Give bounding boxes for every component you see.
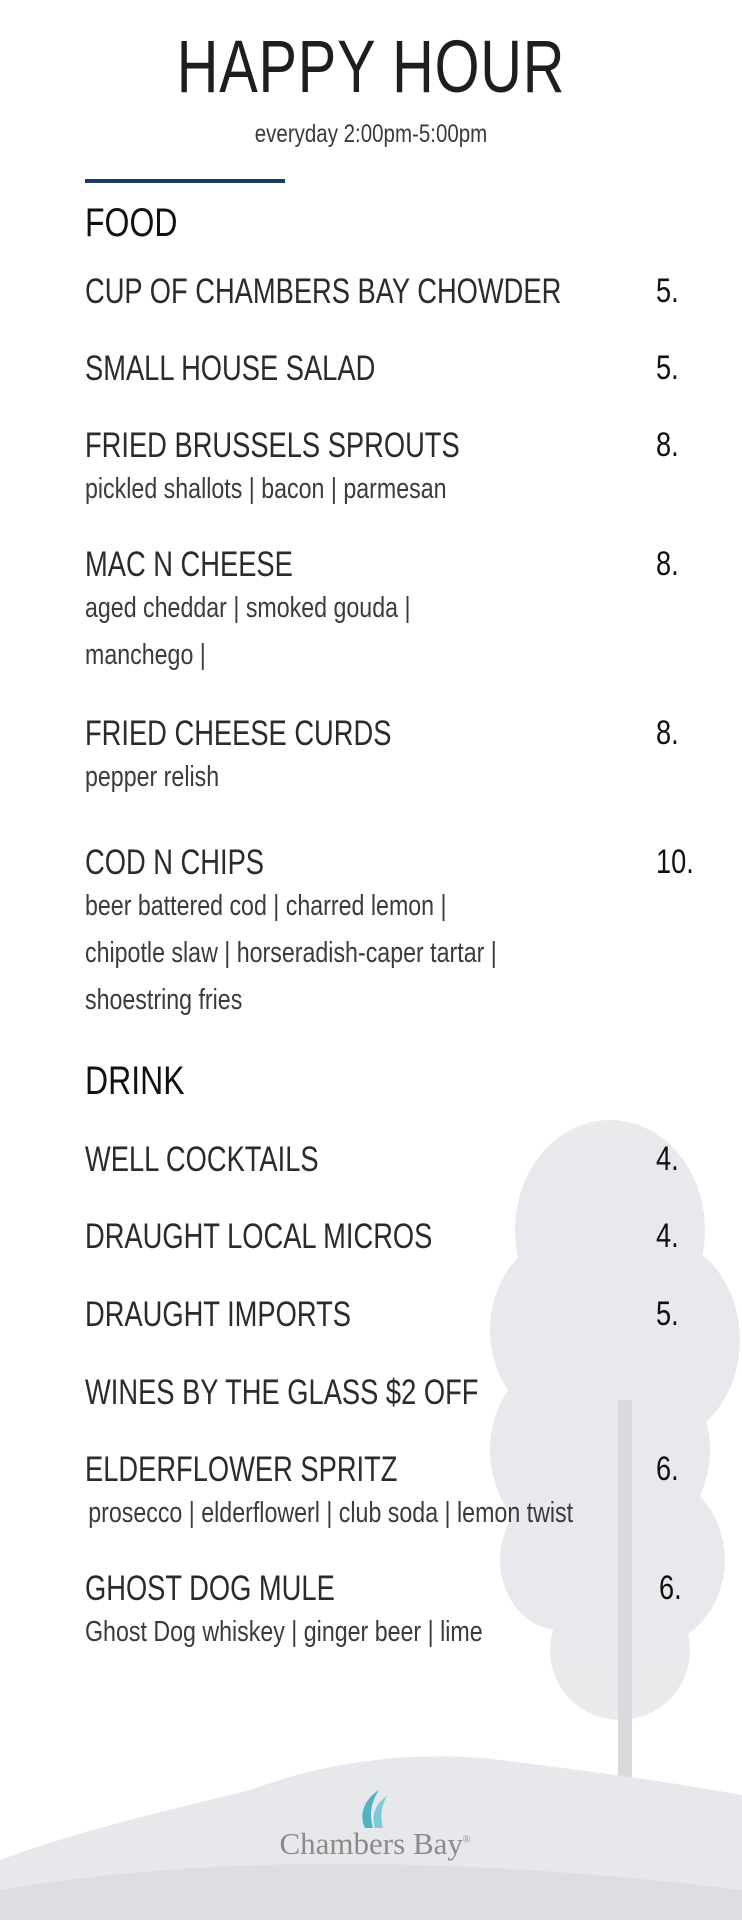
item-description: Ghost Dog whiskey | ginger beer | lime (85, 1616, 483, 1649)
item-name: WINES BY THE GLASS $2 OFF (85, 1373, 479, 1412)
item-price: 8. (656, 426, 679, 464)
drink-item-well-cocktails (85, 1140, 685, 1180)
drink-item-draught-imports (85, 1295, 685, 1335)
item-price: 5. (656, 349, 679, 387)
item-description: pickled shallots | bacon | parmesan (85, 473, 447, 506)
item-name: MAC N CHEESE (85, 545, 293, 584)
logo-wordmark (255, 1826, 495, 1862)
food-item-cod-n-chips (85, 843, 694, 1024)
item-description: aged cheddar | smoked gouda | (85, 592, 411, 625)
item-description: beer battered cod | charred lemon | (85, 890, 447, 923)
item-name: WELL COCKTAILS (85, 1140, 319, 1179)
food-item-mac-n-cheese (85, 545, 685, 679)
logo-name: Chambers Bay (279, 1826, 463, 1861)
item-description: chipotle slaw | horseradish-caper tartar | (85, 937, 497, 970)
item-name: COD N CHIPS (85, 843, 264, 882)
item-description: pepper relish (85, 761, 220, 794)
item-name: FRIED CHEESE CURDS (85, 714, 392, 753)
food-item-chowder (85, 272, 685, 312)
page-title: HAPPY HOUR (176, 25, 566, 108)
item-name: CUP OF CHAMBERS BAY CHOWDER (85, 272, 562, 311)
item-name: ELDERFLOWER SPRITZ (85, 1450, 398, 1489)
item-price: 6. (656, 1450, 679, 1488)
item-price: 10. (656, 843, 694, 881)
sail-icon (255, 1788, 495, 1830)
drink-item-ghost-dog-mule (85, 1569, 685, 1656)
item-description: prosecco | elderflowerl | club soda | lemon twist (88, 1497, 574, 1530)
happy-hour-times: everyday 2:00pm-5:00pm (254, 120, 488, 148)
item-name: FRIED BRUSSELS SPROUTS (85, 426, 460, 465)
item-price: 5. (656, 1295, 679, 1333)
item-price: 8. (656, 714, 679, 752)
item-price: 4. (656, 1140, 679, 1178)
food-item-brussels-sprouts (85, 426, 685, 513)
food-section-heading: FOOD (85, 201, 178, 245)
item-name: DRAUGHT IMPORTS (85, 1295, 351, 1334)
food-item-house-salad (85, 349, 685, 389)
item-description: shoestring fries (85, 984, 243, 1017)
item-price: 5. (656, 272, 679, 310)
drink-item-wines-by-glass (85, 1373, 685, 1413)
drink-section-heading: DRINK (85, 1059, 185, 1103)
item-name: DRAUGHT LOCAL MICROS (85, 1217, 433, 1256)
registered-mark: ® (462, 1834, 471, 1846)
item-price: 4. (656, 1217, 679, 1255)
food-item-cheese-curds (85, 714, 685, 801)
item-price: 6. (659, 1569, 682, 1607)
item-name: SMALL HOUSE SALAD (85, 349, 376, 388)
accent-divider (85, 179, 285, 183)
chambers-bay-logo (255, 1788, 495, 1861)
drink-item-local-micros (85, 1217, 685, 1257)
drink-item-elderflower-spritz (85, 1450, 685, 1537)
item-name: GHOST DOG MULE (85, 1569, 335, 1608)
item-price: 8. (656, 545, 679, 583)
item-description: manchego | (85, 639, 206, 672)
